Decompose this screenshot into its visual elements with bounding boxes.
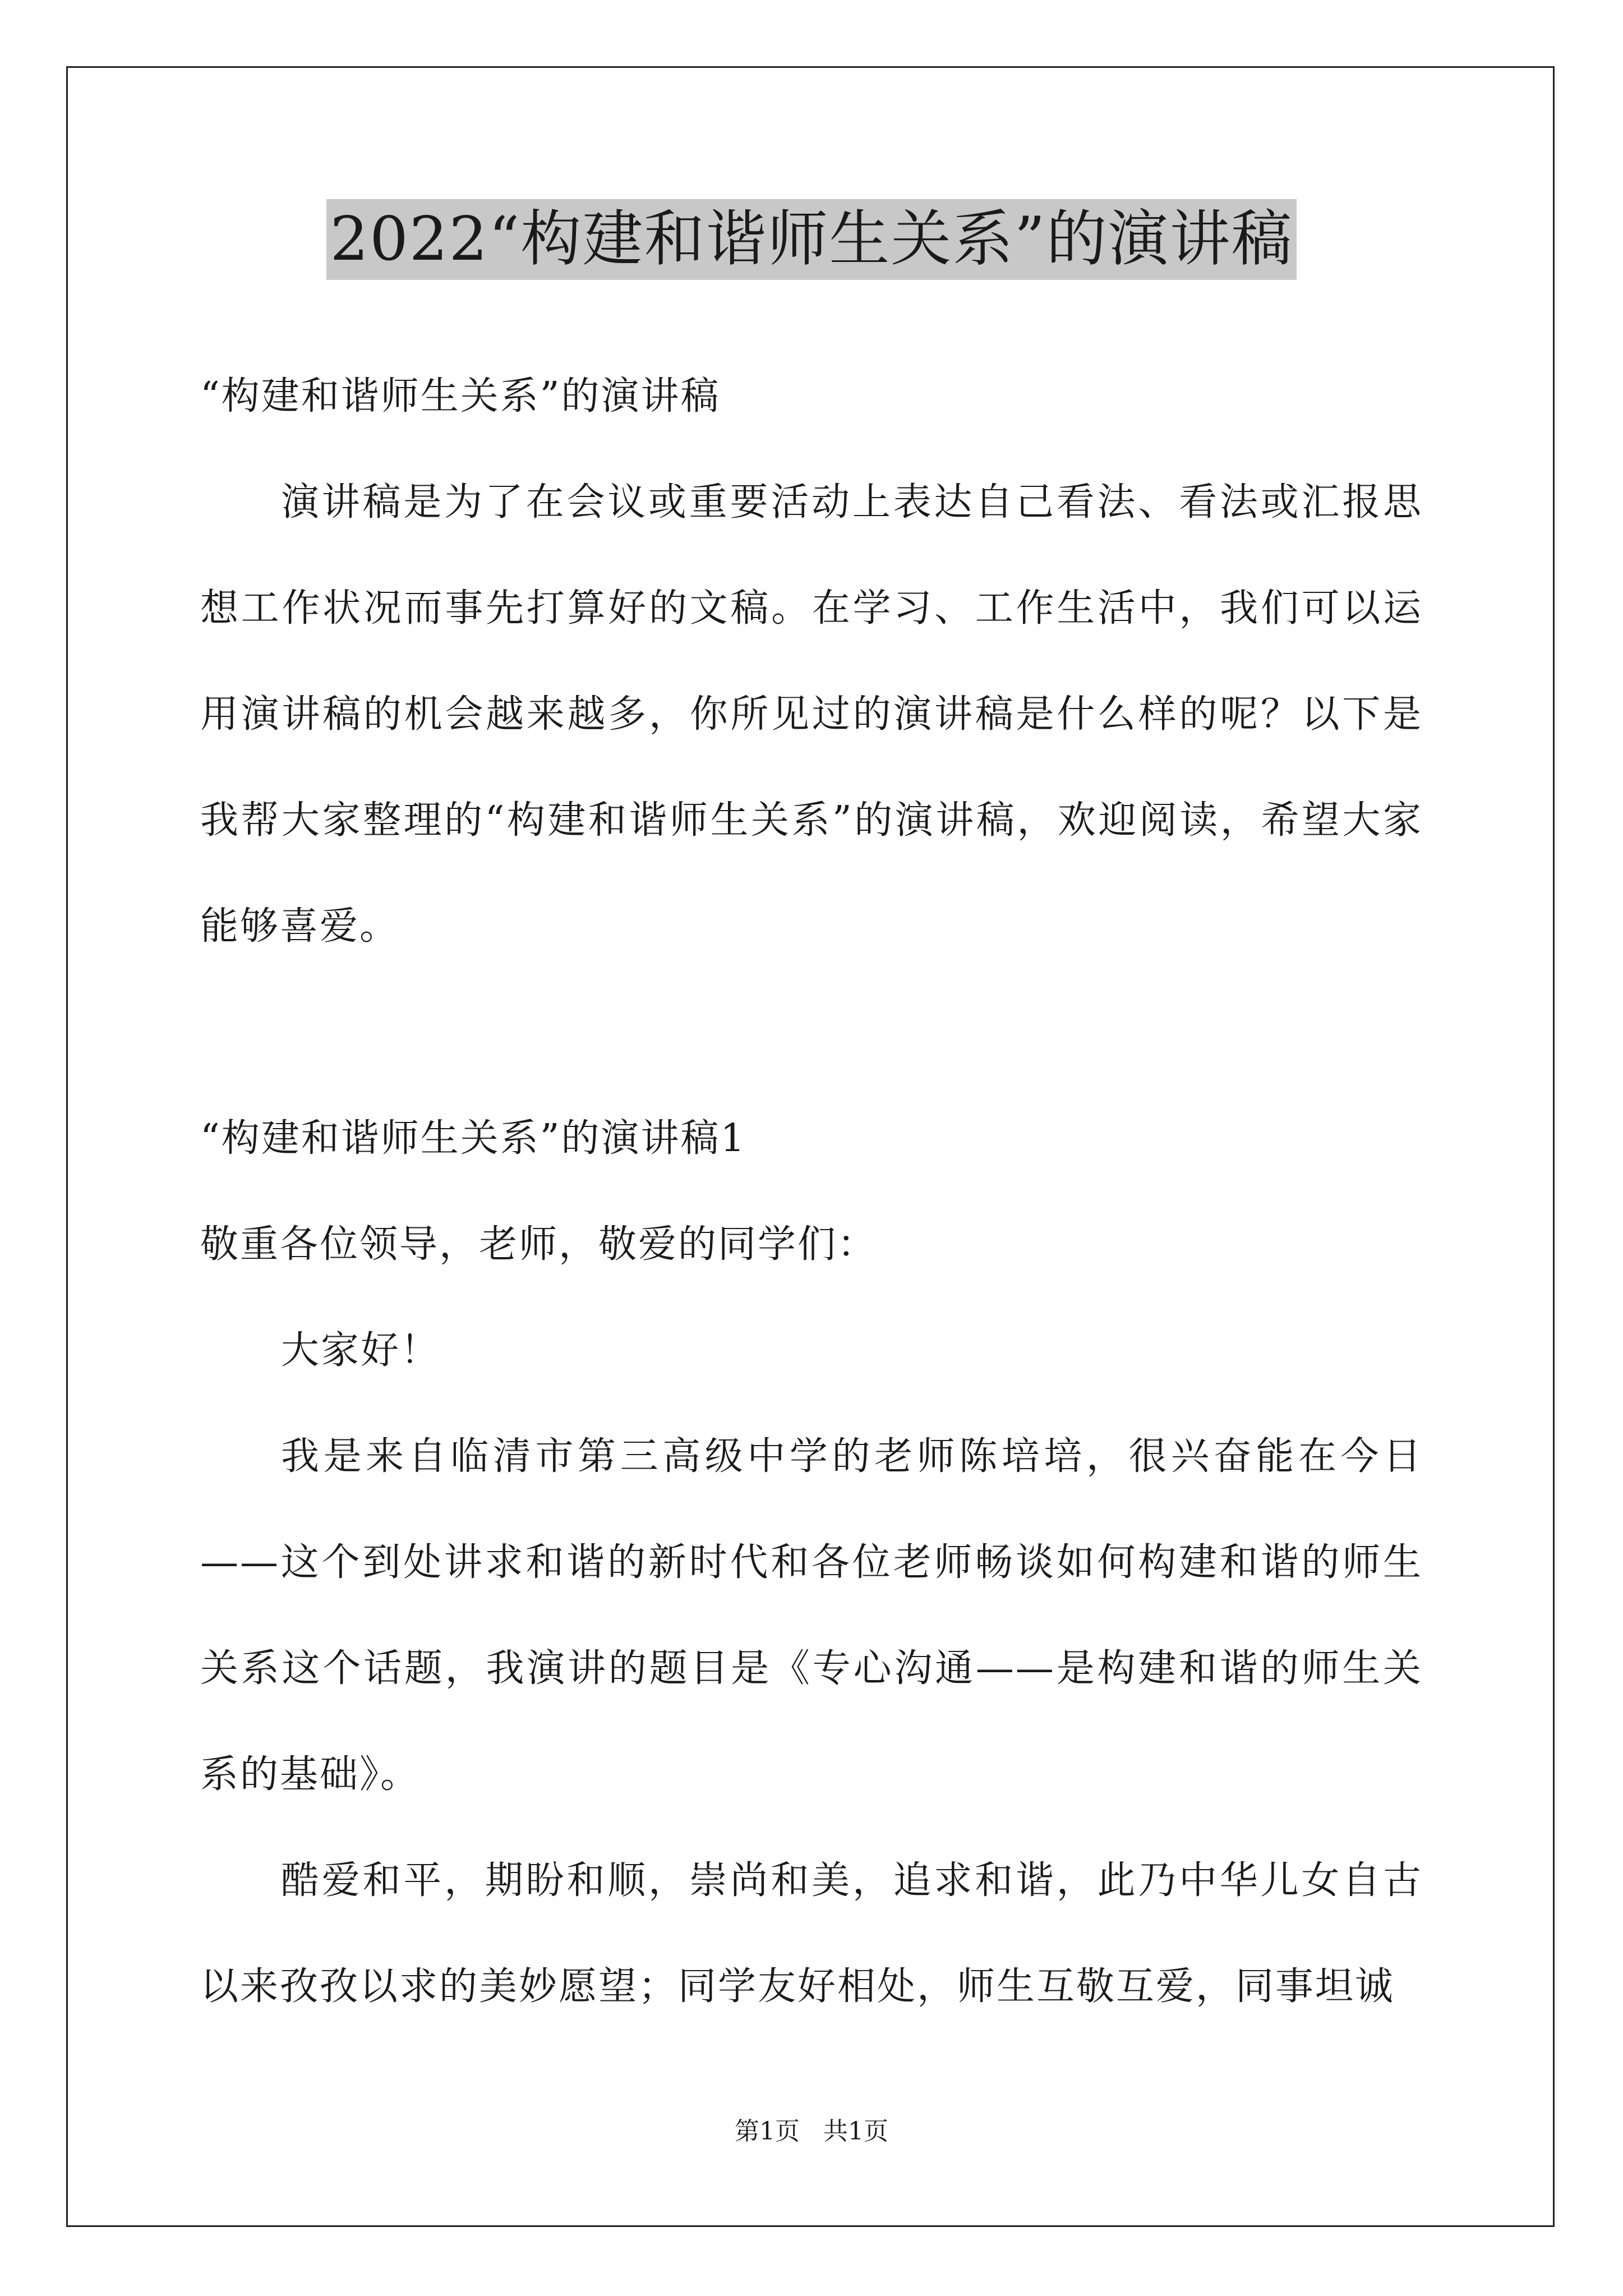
body-paragraph: 我是来自临清市第三高级中学的老师陈培培，很兴奋能在今日——这个到处讲求和谐的新时代和各位老师畅谈如何构建和谐的师生关系这个话题，我演讲的题目是《专心沟通——是构建和谐的师生关系的基础》。	[200, 1434, 1423, 1797]
document-body	[200, 343, 1423, 2040]
section-heading: “构建和谐师生关系”的演讲稿1	[200, 1116, 746, 1161]
page-footer: 第1页 共1页	[735, 2117, 888, 2146]
salutation: 敬重各位领导，老师，敬爱的同学们：	[200, 1222, 878, 1267]
subtitle: “构建和谐师生关系”的演讲稿	[200, 374, 721, 418]
body-paragraph: 酷爱和平，期盼和顺，崇尚和美，追求和谐，此乃中华儿女自古以来孜孜以求的美妙愿望；同学友好相处，师生互敬互爱，同事坦诚	[200, 1858, 1423, 2009]
title-container	[0, 199, 1623, 280]
intro-paragraph: 演讲稿是为了在会议或重要活动上表达自己看法、看法或汇报思想工作状况而事先打算好的文稿。在学习、工作生活中，我们可以运用演讲稿的机会越来越多，你所见过的演讲稿是什么样的呢？以下是我帮大家整理的“构建和谐师生关系”的演讲稿，欢迎阅读，希望大家能够喜爱。	[200, 480, 1423, 949]
greeting: 大家好！	[281, 1328, 441, 1373]
document-title: 2022“构建和谐师生关系”的演讲稿	[326, 199, 1296, 280]
